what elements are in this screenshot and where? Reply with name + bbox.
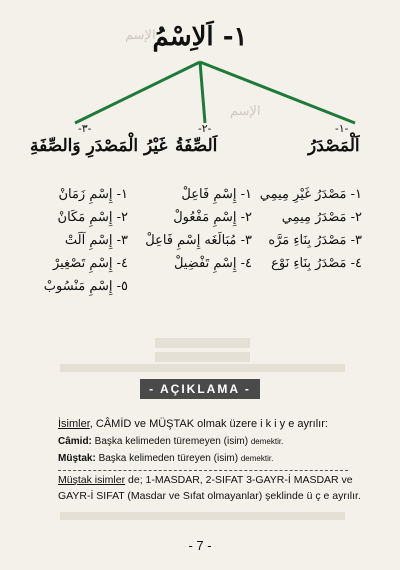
list-item: ٥- إِسْمِ مَنْسُوبْ	[43, 279, 128, 294]
page-number: - 7 -	[188, 538, 212, 553]
paragraph-mustak-line1	[58, 474, 353, 486]
bleed-through-block	[155, 338, 250, 348]
branch-line-masdar	[200, 62, 355, 123]
list-item: ١- مَصْدَرُ غَيْرِ مِيمِي	[259, 187, 362, 202]
branch-heading-gayri: غَيْرُ الْمَصْدَرِ وَالصِّفَةِ	[30, 136, 168, 156]
paragraph-mustak-line2: GAYR-İ SIFAT (Masdar ve Sıfat olmayanlar) şeklinde ü ç e ayrılır.	[58, 490, 361, 502]
mustak-text: Başka kelimeden türeyen (isim)	[95, 453, 241, 464]
camid-label: Câmid:	[58, 436, 92, 447]
bleed-through-block	[60, 364, 345, 372]
camid-text: Başka kelimeden türemeyen (isim)	[91, 436, 251, 447]
list-item: ٢- إِسْمِ مَفْعُولْ	[173, 210, 252, 225]
list-item: ٣- إِسْمِ آلَتْ	[64, 233, 128, 248]
mustak-definition	[58, 453, 273, 464]
branch-line-sifat	[200, 62, 205, 123]
camid-suffix: demektir.	[250, 437, 284, 446]
mustak-isimler-heading: Müştak isimler	[58, 474, 126, 486]
aciklama-banner: - AÇIKLAMA -	[140, 379, 260, 399]
list-item: ٤- مَصْدَرُ بِنَاءِ نَوْع	[271, 256, 362, 271]
list-item: ١- إِسْمِ فَاعِلْ	[181, 187, 252, 202]
paragraph-isimler	[58, 418, 328, 430]
tree-diagram	[0, 0, 400, 140]
page-title: ١- اَلاِسْمُ	[152, 22, 248, 52]
camid-definition	[58, 436, 283, 447]
branch-number-masdar: -١-	[335, 122, 349, 135]
list-item: ٣- مُبَالَغَه إِسْمِ فَاعِلْ	[145, 233, 252, 248]
masdar-list	[259, 183, 362, 275]
gayri-list	[40, 183, 128, 298]
sifat-list	[140, 183, 252, 275]
mustak-label: Müştak:	[58, 453, 96, 464]
branch-heading-masdar: اَلْمَصْدَرُ	[308, 136, 360, 156]
mustak-suffix: demektir.	[240, 454, 274, 463]
bleed-through-text: الإسم	[125, 28, 156, 43]
isimler-heading: İsimler	[58, 418, 90, 430]
mustak-isimler-text: de; 1-MASDAR, 2-SIFAT 3-GAYR-İ MASDAR ve	[125, 474, 353, 486]
branch-number-gayri: -٣-	[78, 122, 92, 135]
list-item: ٢- إِسْمِ مَكَانْ	[57, 210, 128, 225]
branch-line-gayri	[75, 62, 200, 123]
bleed-through-text: الإسم	[230, 104, 261, 119]
bleed-through-block	[60, 512, 345, 520]
divider	[58, 470, 348, 471]
list-item: ٢- مَصْدَرُ مِيمِي	[281, 210, 362, 225]
bleed-through-block	[155, 352, 250, 362]
list-item: ٤- إِسْمِ تَفْضِيلْ	[173, 256, 252, 271]
list-item: ٣- مَصْدَرُ بِنَاءِ مَرَّه	[268, 233, 362, 248]
branch-heading-sifat: اَلصِّفَةُ	[175, 136, 218, 156]
isimler-text: , CÂMİD ve MÜŞTAK olmak üzere i k i y e ayrılır:	[89, 418, 328, 430]
list-item: ١- إِسْمِ زَمَانْ	[58, 187, 128, 202]
list-item: ٤- إِسْمِ تَصْغِيرْ	[52, 256, 128, 271]
branch-number-sifat: -٢-	[198, 122, 212, 135]
